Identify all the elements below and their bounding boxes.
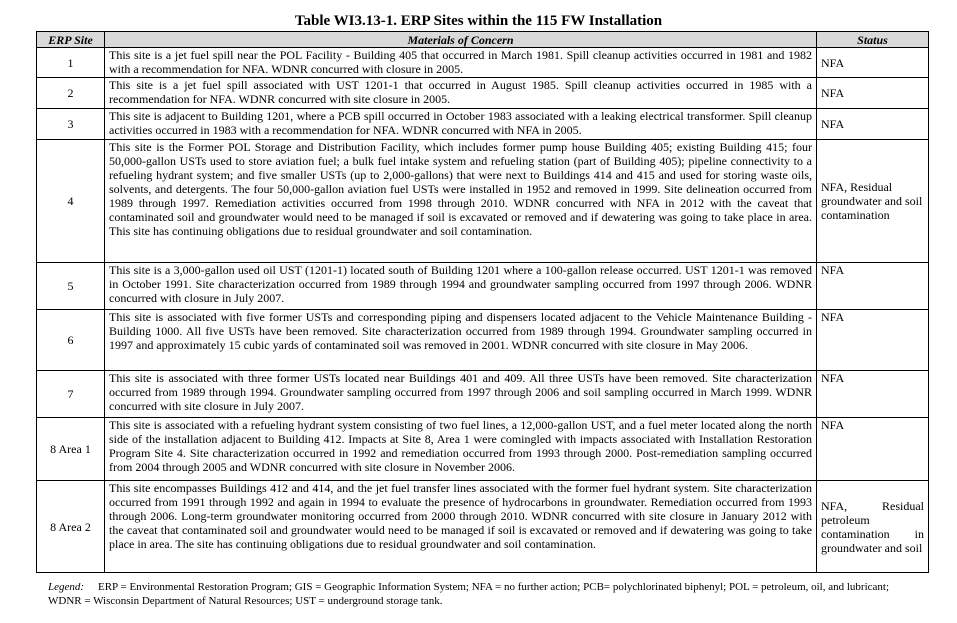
site-cell: 1 — [37, 48, 105, 78]
site-cell: 2 — [37, 78, 105, 109]
site-cell: 8 Area 2 — [37, 481, 105, 573]
legend-text: ERP = Environmental Restoration Program; GIS = Geographic Information System; NFA = no further action; PCB= polychlorinated biphenyl; POL = petroleum, oil, and lubricant; WDNR = Wisconsin Department of Natural Resources; UST = underground storage tank. — [48, 581, 890, 607]
table-row — [37, 78, 929, 109]
status-cell: NFA, Residual groundwater and soil contamination — [817, 140, 929, 263]
status-cell: NFA — [817, 263, 929, 310]
materials-cell: This site is a jet fuel spill near the POL Facility - Building 405 that occurred in March 1981. Spill cleanup activities occurred in 1981 and 1982 with a recommendation for NFA. WDNR concurred with closure in 2005. — [105, 48, 817, 78]
status-cell: NFA — [817, 310, 929, 371]
table-row — [37, 48, 929, 78]
table-title: Table WI3.13-1. ERP Sites within the 115 FW Installation — [294, 13, 663, 29]
table-row — [37, 481, 929, 573]
materials-cell: This site is associated with five former USTs and corresponding piping and dispensers located adjacent to the Vehicle Maintenance Building - Building 1000. All five USTs have been removed. Site characterization occurred from 1989 through 1994. Groundwater sampling occurred in 1997 and approximately 15 cubic yards of contaminated soil was removed in 2001. WDNR concurred with site closure in May 2006. — [105, 310, 817, 371]
table-row — [37, 140, 929, 263]
table-legend — [48, 580, 918, 608]
status-cell: NFA — [817, 109, 929, 140]
table-row — [37, 263, 929, 310]
site-cell: 4 — [37, 140, 105, 263]
table-row — [37, 418, 929, 481]
site-cell: 3 — [37, 109, 105, 140]
materials-cell: This site is associated with three former USTs located near Buildings 401 and 409. All three USTs have been removed. Site characterization occurred from 1989 through 1994. Groundwater sampling occurred from 1997 through 2006 and soil sampling occurred in March 1999. WDNR concurred with site closure in July 2007. — [105, 371, 817, 418]
status-cell: NFA, Residual petroleum contamination in groundwater and soil — [817, 481, 929, 573]
materials-cell: This site is a 3,000-gallon used oil UST (1201-1) located south of Building 1201 where a 100-gallon release occurred. UST 1201-1 was removed in October 1991. Site characterization occurred from 1989 through 1994 and groundwater sampling occurred from 1997 through 2006. WDNR concurred with closure in July 2007. — [105, 263, 817, 310]
site-cell: 8 Area 1 — [37, 418, 105, 481]
status-cell: NFA — [817, 418, 929, 481]
materials-cell: This site is associated with a refueling hydrant system consisting of two fuel lines, a 12,000-gallon UST, and a fuel meter located along the north side of the installation adjacent to Building 412. Impacts at Site 8, Area 1 were comingled with impacts associated with Installation Restoration Program Site 4. Site characterization occurred in 1992 and remediation occurred from 1993 through 2000. Post-remediation sampling occurred from 2004 through 2005 and WDNR concurred with site closure in November 2006. — [105, 418, 817, 481]
materials-cell: This site is the Former POL Storage and Distribution Facility, which includes former pump house Building 405; existing Building 415; four 50,000-gallon USTs used to store aviation fuel; a bulk fuel intake system and refueling station (part of Building 405); pipeline connectivity to a refueling hydrant system; and five smaller USTs (up to 2,000-gallons) that were next to Buildings 414 and 415 and used for storing waste oils, solvents, and detergents. The four 50,000-gallon aviation fuel USTs were installed in 1952 and removed in 1999. Site delineation occurred from 1989 through 1997. Remediation activities occurred from 1998 through 2010. WDNR concurred with NFA in 2012 with the caveat that contaminated soil and groundwater would need to be managed if soil is excavated or removed and if dewatering was going to take place in area. This site has continuing obligations due to residual groundwater and soil contamination. — [105, 140, 817, 263]
table-row — [37, 310, 929, 371]
erp-sites-table — [36, 31, 929, 573]
column-header-status: Status — [817, 32, 929, 48]
status-cell: NFA — [817, 78, 929, 109]
site-cell: 5 — [37, 263, 105, 310]
materials-cell: This site is a jet fuel spill associated with UST 1201-1 that occurred in August 1985. Spill cleanup activities occurred in 1985 with a recommendation for NFA. WDNR concurred with site closure in 2005. — [105, 78, 817, 109]
column-header-materials: Materials of Concern — [105, 32, 817, 48]
table-header-row — [37, 32, 929, 48]
site-cell: 7 — [37, 371, 105, 418]
materials-cell: This site is adjacent to Building 1201, where a PCB spill occurred in October 1983 associated with a leaking electrical transformer. Spill cleanup activities occurred in 1983 with a recommendation for NFA. WDNR concurred with NFA in 2005. — [105, 109, 817, 140]
legend-label: Legend: — [48, 581, 85, 593]
table-row — [37, 371, 929, 418]
column-header-erp-site: ERP Site — [37, 32, 105, 48]
table-row — [37, 109, 929, 140]
site-cell: 6 — [37, 310, 105, 371]
materials-cell: This site encompasses Buildings 412 and 414, and the jet fuel transfer lines associated with the former fuel hydrant system. Site characterization occurred from 1991 through 1992 and again in 1994 to evaluate the presence of hydrocarbons in groundwater. Remediation occurred from 1993 through 2006. Long-term groundwater monitoring occurred from 2000 through 2010. WDNR concurred with site closure in January 2012 with the caveat that contaminated soil and groundwater would need to be managed if soil is excavated or removed and if dewatering was going to take place in area. The site has continuing obligations due to residual groundwater and soil contamination. — [105, 481, 817, 573]
status-cell: NFA — [817, 371, 929, 418]
status-cell: NFA — [817, 48, 929, 78]
